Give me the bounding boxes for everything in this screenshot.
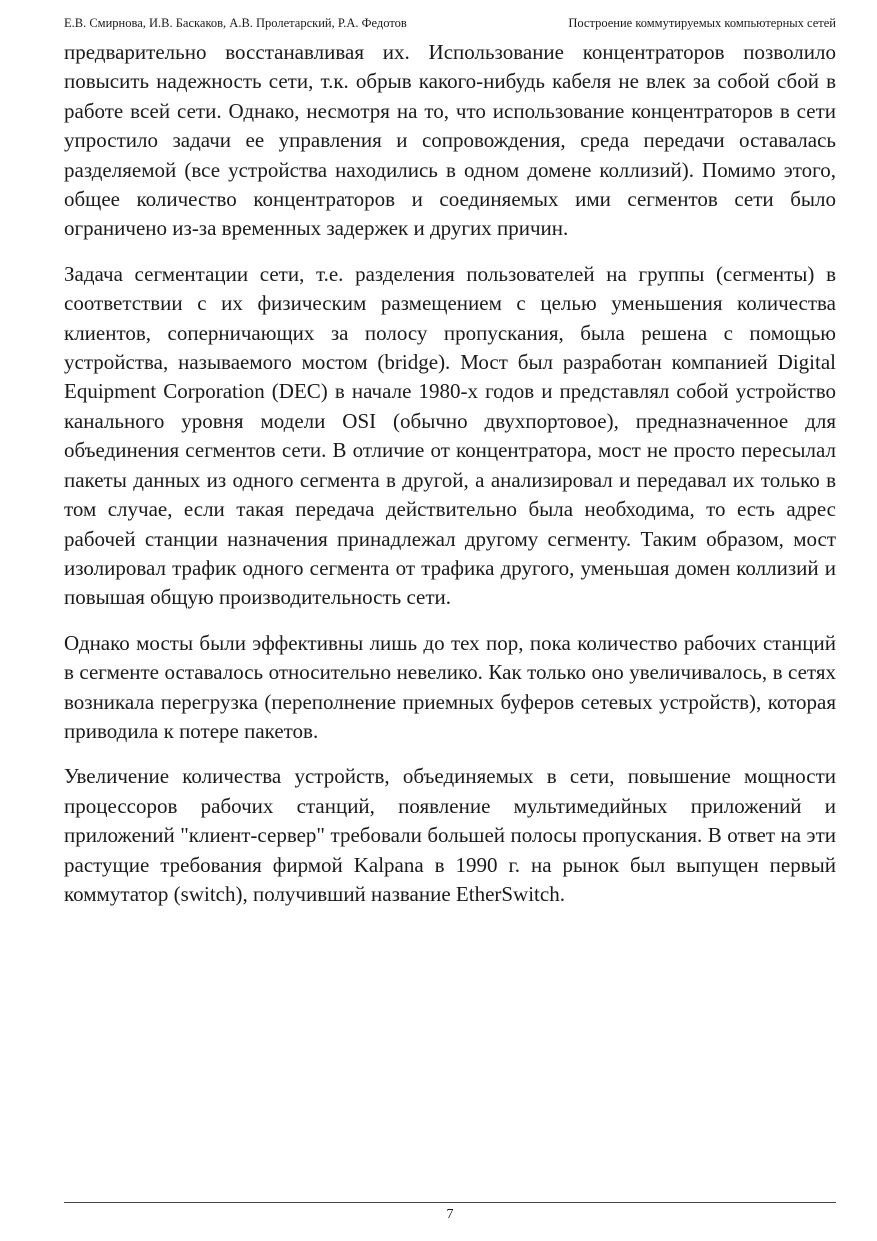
page-number: 7 xyxy=(446,1207,454,1222)
paragraph-continuation: предварительно восстанавливая их. Использование концентраторов позволило повысить надежность сети, т.к. обрыв какого-нибудь кабеля не влек за собой сбой в работе всей сети. Однако, несмотря на то, что использование концентраторов в сети упростило задачи ее управления и сопровождения, среда передачи оставалась разделяемой (все устройства находились в одном домене коллизий). Помимо этого, общее количество концентраторов и соединяемых ими сегментов сети было ограничено из-за временных задержек и других причин. xyxy=(64,40,836,241)
footer-divider xyxy=(64,1202,836,1203)
paragraph-switch: Увеличение количества устройств, объединяемых в сети, повышение мощности процессоров рабочих станций, появление мультимедийных приложений и приложений "клиент-сервер" требовали большей полосы пропускания. В ответ на эти растущие требования фирмой Kalpana в 1990 г. на рынок был выпущен первый коммутатор (switch), получивший название EtherSwitch. xyxy=(64,764,836,906)
paragraph-bridge: Задача сегментации сети, т.е. разделения пользователей на группы (сегменты) в соответствии с их физическим размещением с целью уменьшения количества клиентов, соперничающих за полосу пропускания, была решена с помощью устройства, называемого мостом (bridge). Мост был разработан компанией Digital Equipment Corporation (DEC) в начале 1980-х годов и представлял собой устройство канального уровня модели OSI (обычно двухпортовое), предназначенное для объединения сегментов сети. В отличие от концентратора, мост не просто пересылал пакеты данных из одного сегмента в другой, а анализировал и передавал их только в том случае, если такая передача действительно была необходима, то есть адрес рабочей станции назначения принадлежал другому сегменту. Таким образом, мост изолировал трафик одного сегмента от трафика другого, уменьшая домен коллизий и повышая общую производительность сети. xyxy=(64,261,836,610)
header-book-title: Построение коммутируемых компьютерных сетей xyxy=(568,16,836,30)
paragraph-bridge-limits: Однако мосты были эффективны лишь до тех пор, пока количество рабочих станций в сегменте оставалось относительно невелико. Как только оно увеличивалось, в сетях возникала перегрузка (переполнение приемных буферов сетевых устройств), которая приводила к потере пакетов. xyxy=(64,630,836,743)
page-body xyxy=(64,38,836,925)
header-authors: Е.В. Смирнова, И.В. Баскаков, А.В. Пролетарский, Р.А. Федотов xyxy=(64,16,407,30)
running-header xyxy=(64,14,836,32)
